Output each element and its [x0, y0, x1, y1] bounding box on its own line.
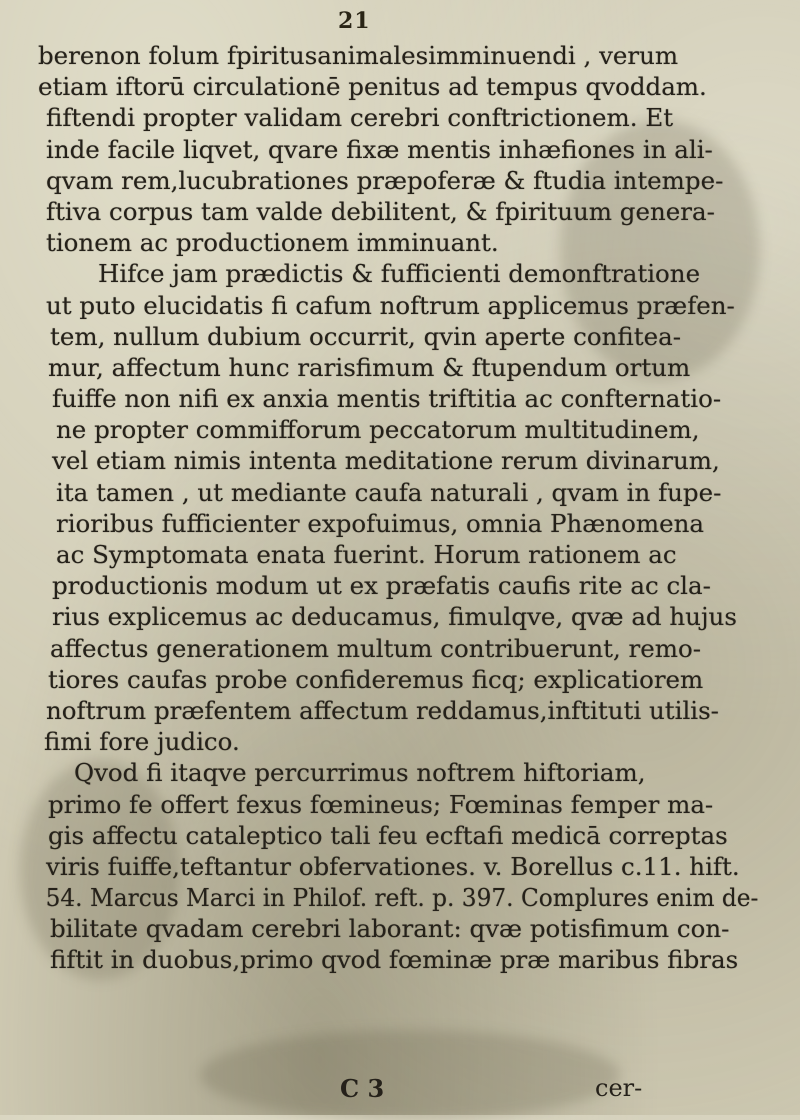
text-line: fiftendi propter validam cerebri conftrictionem. Et	[46, 103, 674, 133]
text-line: qvam rem,lucubrationes præpoferæ & ftudia intempe-	[46, 165, 724, 195]
text-line: vel etiam nimis intenta meditatione rerum divinarum,	[52, 446, 720, 476]
body-text	[38, 40, 758, 976]
text-line: inde facile liqvet, qvare fixæ mentis inhæfiones in ali-	[46, 134, 713, 164]
text-line: bilitate qvadam cerebri laborant: qvæ potisfimum con-	[50, 914, 730, 944]
text-line: mur, affectum hunc rarisfimum & ftupendum ortum	[48, 352, 691, 382]
signature-mark: C 3	[340, 1074, 385, 1103]
page-footer	[40, 1074, 760, 1106]
text-line: viris fuiffe,teftantur obfervationes. v. Borellus c.11. hift.	[46, 851, 740, 881]
text-line: Qvod fi itaqve percurrimus noftrem hiftoriam,	[74, 758, 646, 788]
text-line: fimi fore judico.	[44, 727, 240, 757]
text-line: fuiffe non nifi ex anxia mentis triftitia ac confternatio-	[52, 384, 722, 414]
text-line: ut puto elucidatis fi cafum noftrum applicemus præfen-	[46, 290, 735, 320]
text-line: tem, nullum dubium occurrit, qvin aperte confitea-	[50, 321, 681, 351]
text-line: primo fe offert fexus fœmineus; Fœminas femper ma-	[48, 789, 714, 819]
text-line: ita tamen , ut mediante caufa naturali , qvam in fupe-	[56, 477, 722, 507]
text-line: tionem ac productionem imminuant.	[46, 228, 499, 258]
text-line: rius explicemus ac deducamus, fimulqve, qvæ ad hujus	[52, 602, 737, 632]
text-line: tiores caufas probe confideremus ficq; explicatiorem	[48, 664, 704, 694]
page-number: 21	[338, 8, 371, 34]
text-line: ftiva corpus tam valde debilitent, & fpirituum genera-	[46, 196, 715, 226]
text-line: etiam iftorū circulationē penitus ad tempus qvoddam.	[38, 72, 707, 102]
text-line: 54. Marcus Marci in Philof. reft. p. 397. Complures enim de-	[45, 883, 759, 913]
text-line: fiftit in duobus,primo qvod fœminæ præ maribus fibras	[50, 945, 739, 975]
text-line: noftrum præfentem affectum reddamus,inftituti utilis-	[46, 695, 719, 725]
text-line: productionis modum ut ex præfatis caufis rite ac cla-	[52, 571, 711, 601]
text-line: rioribus fufficienter expofuimus, omnia Phænomena	[56, 508, 704, 538]
text-line: gis affectu cataleptico tali feu ecftafi medicā correptas	[48, 820, 728, 850]
text-line: berenon folum fpiritusanimalesimminuendi , verum	[38, 41, 679, 70]
text-line: affectus generationem multum contribuerunt, remo-	[50, 633, 701, 663]
catchword: cer-	[595, 1074, 643, 1102]
text-line: ne propter commifforum peccatorum multitudinem,	[56, 415, 700, 445]
text-line: ac Symptomata enata fuerint. Horum rationem ac	[56, 540, 677, 569]
text-line: Hifce jam prædictis & fufficienti demonftratione	[98, 259, 701, 289]
